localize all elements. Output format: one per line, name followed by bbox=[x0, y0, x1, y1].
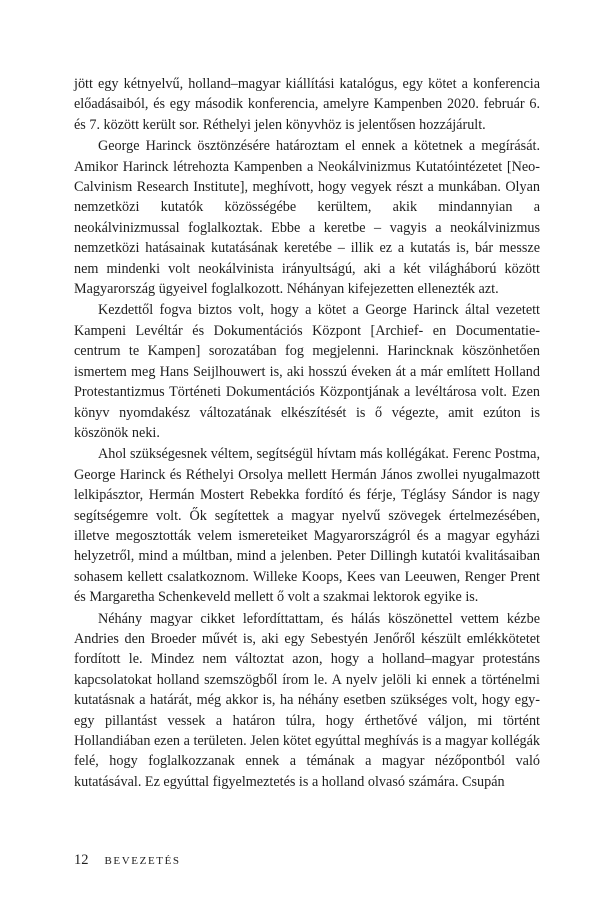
body-text bbox=[74, 74, 540, 792]
paragraph-colleagues: Ahol szükségesnek véltem, segítségül hívtam más kollégákat. Ferenc Postma, George Harinck és Réthelyi Orsolya mellett Hermán János zwollei nyugalmazott lelkipásztor, Hermán Mostert Rebekka fordító és férje, Téglásy Sándor is nagy segítségemre volt. Ők segítettek a magyar nyelvű szövegek értelmezésében, illetve megosztották velem ismereteiket Magyarországról és a magyar egyházi helyzetről, mind a múltban, mind a jelenben. Peter Dillingh kutatói kvalitásaiban sohasem kellett csalatkoznom. Willeke Koops, Kees van Leeuwen, Renger Prent és Margaretha Schenkeveld mellett ő volt a szakmai lektorok egyike is. bbox=[74, 446, 540, 606]
paragraph-translations: Néhány magyar cikket lefordíttattam, és hálás köszönettel vettem kézbe Andries den Broeder művét is, aki egy Sebestyén Jenőről készült emlékkötetet fordított le. Mindez nem változtat azon, hogy a holland–magyar protestáns kapcsolatokat holland szemszögből írom le. A nyelv jelöli ki ennek a történelmi kutatásnak a határát, még akkor is, ha néhány esetben szükséges volt, hogy egy-egy pillantást vessek a határon túlra, hogy érthetővé váljon, mi történt Hollandiában ezen a területen. Jelen kötet egyúttal meghívás is a magyar kollégák felé, hogy foglalkozzanak ennek a témának a magyar nézőpontból való kutatásával. Ez egyúttal figyelmeztetés is a holland olvasó számára. Csupán bbox=[74, 610, 540, 790]
paragraph-continuation: jött egy kétnyelvű, holland–magyar kiállítási katalógus, egy kötet a konferencia előadásaiból, és egy második konferencia, amelyre Kampenben 2020. február 6. és 7. között került sor. Réthelyi jelen könyvhöz is jelentősen hozzájárult. bbox=[74, 76, 540, 133]
paragraph-kampen-series: Kezdettől fogva biztos volt, hogy a kötet a George Harinck által vezetett Kampeni Levéltár és Dokumentációs Központ [Archief- en Documentatiecentrum te Kampen] sorozatában fog megjelenni. Harincknak köszönhetően ismertem meg Hans Seijlhouwert is, aki hosszú éveken át a már említett Holland Protestantizmus Történeti Dokumentációs Központjának a levéltárosa volt. Ezen könyv nyomdakész változatának elkészítését is ő végezte, amit ezúton is köszönök neki. bbox=[74, 302, 540, 441]
page-footer bbox=[74, 851, 181, 869]
running-head: BEVEZETÉS bbox=[104, 855, 181, 867]
paragraph-harinck-institute: George Harinck ösztönzésére határoztam el ennek a kötetnek a megírását. Amikor Harinck létrehozta Kampenben a Neokálvinizmus Kutatóintézetet [Neo-Calvinism Research Institute], meghívott, hogy vegyek részt a munkában. Olyan nemzetközi kutatók közösségébe kerültem, akik mindannyian a neokálvinizmussal foglalkoztak. Ebbe a keretbe – vagyis a neokálvinizmus nemzetközi hatásainak kutatásának keretébe – illik ez a kutatás is, bár messze nem mindenki volt neokálvinista irányultságú, aki a két világháború között Magyarország ügyeivel foglalkozott. Néhányan kifejezetten ellenezték azt. bbox=[74, 138, 540, 298]
page-number: 12 bbox=[74, 852, 89, 868]
